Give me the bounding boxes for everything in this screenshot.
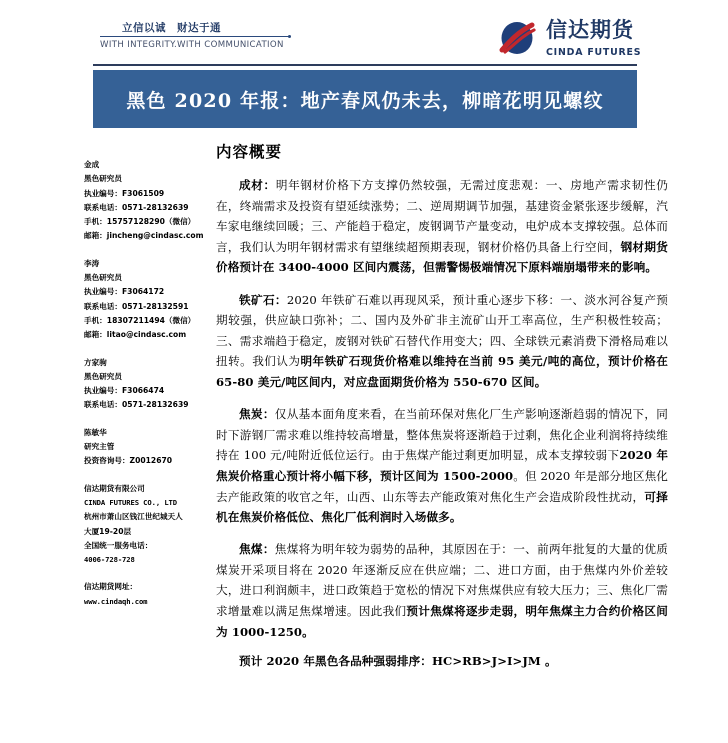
paragraph-text: 2020 年铁矿石难以再现风采，预计重心逐步下移：一、淡水河谷复产预期较强，供应缺口弥补；二、国内及外矿非主流矿山开工率高位，生产积极性较高；三、需求端趋于稳定，废钢对铁矿石替代作用变大；四、全球铁元素消费下滑格局难以扭转。我们认为 [216, 292, 668, 369]
report-title: 黑色 2020 年报：地产春风仍未去，柳暗花明见螺纹 [126, 89, 604, 112]
analyst-block-1 [84, 158, 206, 244]
paragraph-coke [216, 404, 668, 528]
paragraph-lead-label: 成材： [239, 178, 276, 192]
analyst-phone: 联系电话：0571-28132639 [84, 202, 189, 212]
paragraph-coking-coal [216, 539, 668, 642]
analyst-role: 研究主管 [84, 442, 115, 452]
analyst-block-2 [84, 257, 206, 343]
company-name-chinese: 信达期货有限公司 [84, 483, 145, 493]
analyst-phone: 联系电话：0571-28132591 [84, 301, 189, 311]
logo-wordmark [546, 19, 708, 60]
logo-name-english: CINDA FUTURES [546, 47, 642, 58]
analyst-name: 陈敏华 [84, 427, 107, 437]
website-url[interactable]: www.cindaqh.com [84, 596, 148, 606]
analyst-name: 李涛 [84, 258, 100, 268]
company-tagline [100, 22, 392, 50]
paragraph-emphasis: 2020 年焦炭价格重心预计将小幅下移，预计区间为 1500-2000 [216, 448, 669, 483]
analyst-license: 投资咨询号：Z0012670 [84, 456, 173, 466]
tagline-dot [288, 35, 291, 38]
paragraph-lead-label: 焦炭： [239, 407, 275, 422]
analyst-role: 黑色研究员 [84, 273, 122, 283]
analyst-email[interactable]: 邮箱：jincheng@cindasc.com [84, 231, 204, 241]
tagline-underline [100, 36, 290, 37]
company-logo [498, 19, 708, 61]
analyst-name: 方家驹 [84, 357, 107, 367]
analyst-license: 执业编号：F3066474 [84, 386, 165, 396]
sidebar [84, 158, 206, 622]
paragraph-emphasis-2: 可择机在焦炭价格低位、焦化厂低利润时入场做多。 [216, 489, 669, 525]
analyst-mobile: 手机：15757128290（微信） [84, 217, 196, 227]
analyst-email[interactable]: 邮箱：litao@cindasc.com [84, 330, 187, 340]
company-block [84, 482, 206, 568]
tagline-english: WITH INTEGRITY.WITH COMMUNICATION [100, 40, 284, 50]
analyst-role: 黑色研究员 [84, 174, 122, 184]
analyst-role: 黑色研究员 [84, 371, 122, 381]
paragraph-emphasis: 预计焦煤将逐步走弱，明年焦煤主力合约价格区间为 1000-1250。 [216, 604, 668, 639]
paragraph-emphasis: 钢材期货价格预计在 3400-4000 区间内震荡，但需警惕极端情况下原料端崩塌带来的影响。 [216, 239, 669, 275]
paragraph-text: 明年钢材价格下方支撑仍然较强，无需过度悲观：一、房地产需求韧性仍在，终端需求及投资有望延续涨势；二、逆周期调节加强，基建资金紧张逐步缓解，汽车家电继续回暖；三、产能趋于稳定，废钢调节产量变动，电炉成本支撑较强。总体而言，我们认为明年钢材需求有望继续超预期表现，钢材价格仍具备上行空间， [216, 178, 668, 254]
logo-name-chinese: 信达期货 [546, 18, 634, 42]
page-header [0, 0, 728, 66]
analyst-license: 执业编号：F3061509 [84, 188, 165, 198]
analyst-block-4 [84, 426, 206, 469]
analyst-phone: 联系电话：0571-28132639 [84, 400, 189, 410]
website-label: 信达期货网址： [84, 582, 138, 592]
analyst-block-3 [84, 356, 206, 413]
paragraph-text: 仅从基本面角度来看，在当前环保对焦化厂生产影响逐渐趋弱的情况下，同时下游钢厂需求难以维持较高增量，整体焦炭将逐渐趋于过剩，焦化企业利润将持续维持在 100 元/吨附近低位运行。由于焦煤产能过剩更加明显，成本支撑较弱下 [216, 407, 668, 463]
section-heading-summary: 内容概要 [216, 142, 283, 161]
report-title-banner [93, 70, 637, 128]
analyst-name: 金成 [84, 160, 100, 169]
paragraph-emphasis: 明年铁矿石现货价格难以维持在当前 95 美元/吨的高位，预计价格在 65-80 美元/吨区间内，对应盘面期货价格为 550-670 区间。 [216, 354, 668, 389]
paragraph-iron-ore [216, 290, 668, 393]
analyst-license: 执业编号：F3064172 [84, 287, 165, 297]
paragraph-ranking-conclusion: 预计 2020 年黑色各品种强弱排序：HC>RB>J>I>JM 。 [239, 654, 557, 669]
cinda-swoosh-icon [498, 21, 536, 55]
company-address-line-1: 杭州市萧山区钱江世纪城天人 [84, 512, 183, 522]
company-address-line-2: 大厦19-20层 [84, 526, 132, 536]
company-hotline-label: 全国统一服务电话： [84, 540, 153, 550]
paragraph-steel-products [216, 175, 668, 278]
tagline-chinese: 立信以诚 财达于通 [122, 22, 221, 34]
paragraph-lead-label: 焦煤： [239, 542, 275, 557]
analyst-mobile: 手机：18307211494（微信） [84, 315, 196, 325]
paragraph-lead-label: 铁矿石： [239, 292, 287, 307]
main-content [216, 140, 668, 679]
paragraph-text: 焦煤将为明年较为弱势的品种，其原因在于：一、前两年批复的大量的优质煤炭开采项目将在 2020 年逐渐反应在供应端；二、进口方面，由于焦煤内外价差较大，进口利润颇丰，进口政策趋于宽松的情况下对焦煤供应有较大压力；三、焦化厂需求增量难以满足焦煤增速。因此我们 [216, 542, 668, 619]
website-block [84, 580, 206, 609]
header-divider [93, 64, 637, 66]
paragraph-text-2: 。但 2020 年是部分地区焦化去产能政策的收官之年，山西、山东等去产能政策对焦化生产会造成阶段性扰动， [216, 468, 668, 504]
company-hotline-number: 4006-728-728 [84, 555, 135, 565]
company-name-english: CINDA FUTURES CO., LTD [84, 497, 177, 507]
